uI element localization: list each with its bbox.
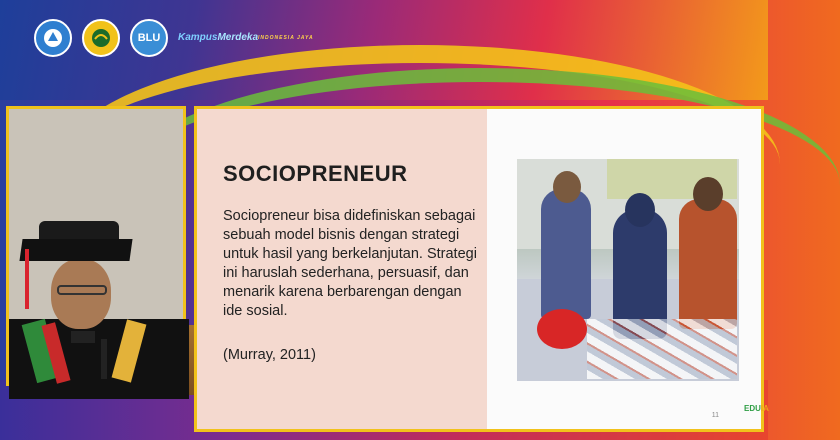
blu-logo: BLU bbox=[130, 19, 168, 57]
tut-wuri-icon bbox=[42, 27, 64, 49]
speaker-glasses bbox=[57, 285, 107, 295]
plastic-bottles bbox=[587, 319, 737, 379]
student-3-head bbox=[693, 177, 723, 211]
speaker-bowtie bbox=[71, 331, 95, 343]
slide-page-number: 11 bbox=[711, 412, 719, 419]
student-1-head bbox=[553, 171, 581, 203]
edu-logo-part2: IA bbox=[760, 404, 769, 413]
red-plastic-bag bbox=[537, 309, 587, 349]
slide-citation: (Murray, 2011) bbox=[223, 347, 316, 363]
kemdikbud-logo bbox=[34, 19, 72, 57]
student-1 bbox=[541, 189, 591, 319]
kampus-merdeka-line3: INDONESIA JAYA bbox=[258, 35, 314, 41]
speaker-video bbox=[6, 106, 186, 386]
cap-tassel bbox=[25, 249, 29, 309]
kampus-merdeka-logo bbox=[178, 33, 314, 43]
student-3 bbox=[679, 199, 737, 329]
students-photo bbox=[517, 159, 739, 381]
kampus-merdeka-line1: Kampus bbox=[178, 32, 218, 43]
graduation-cap-board bbox=[19, 239, 132, 261]
edu-logo-part1: EDU bbox=[744, 404, 761, 413]
slide-text-panel bbox=[197, 109, 487, 429]
presentation-slide bbox=[194, 106, 764, 432]
slide-title: SOCIOPRENEUR bbox=[223, 161, 408, 186]
university-logo bbox=[82, 19, 120, 57]
university-emblem-icon bbox=[90, 27, 112, 49]
microphone bbox=[101, 339, 107, 379]
student-2-head bbox=[625, 193, 655, 227]
sponsor-logos bbox=[34, 18, 314, 58]
kampus-merdeka-line2: Merdeka bbox=[217, 32, 259, 43]
slide-body-text: Sociopreneur bisa didefiniskan sebagai sebuah model bisnis dengan strategi untuk hasil yang berkelanjutan. Strategi ini haruslah sederhana, persuasif, dan menarik karena berbarengan dengan ide sosial. bbox=[223, 208, 477, 319]
edu-corner-logo bbox=[744, 404, 769, 413]
